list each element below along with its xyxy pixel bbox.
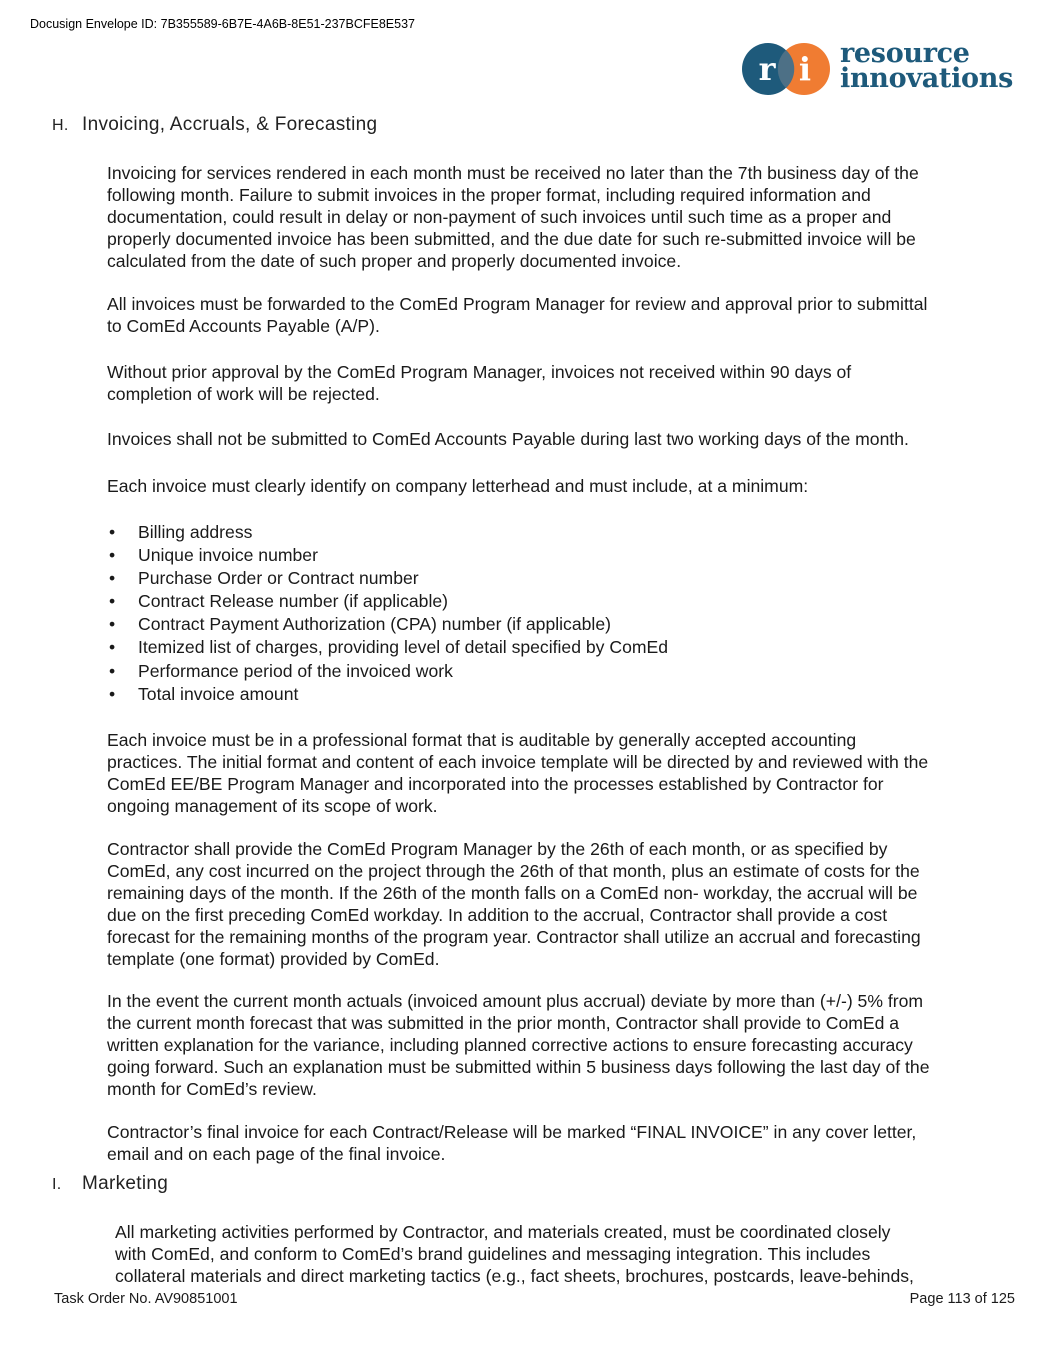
- section-title: Invoicing, Accruals, & Forecasting: [82, 114, 378, 135]
- invoicing-paragraph-5: Each invoice must clearly identify on company letterhead and must include, at a minimum:: [107, 476, 809, 496]
- section-heading-invoicing: [52, 114, 377, 136]
- footer-task-order: Task Order No. AV90851001: [54, 1291, 238, 1307]
- docusign-envelope-id: Docusign Envelope ID: 7B355589-6B7E-4A6B-8E51-237BCFE8E537: [30, 17, 415, 31]
- list-item: • Total invoice amount: [107, 683, 668, 706]
- invoicing-paragraph-4: Invoices shall not be submitted to ComEd Accounts Payable during last two working days of the month.: [107, 429, 909, 449]
- bullet-icon: •: [109, 614, 116, 635]
- section-heading-marketing: [52, 1173, 168, 1195]
- footer-page-number: Page 113 of 125: [909, 1291, 1015, 1307]
- bullet-icon: •: [109, 591, 116, 612]
- bullet-icon: •: [109, 660, 116, 681]
- list-item: • Unique invoice number: [107, 544, 668, 567]
- invoicing-paragraph-3: Without prior approval by the ComEd Program Manager, invoices not received within 90 days of completion of work will be rejected.: [107, 362, 852, 404]
- invoicing-paragraph-variance: In the event the current month actuals (invoiced amount plus accrual) deviate by more than (+/-) 5% from the current month forecast that was submitted in the prior month, Contractor shall provide to ComEd a written explanation for the variance, including planned corrective actions to ensure forecasting accuracy going forward. Such an explanation must be submitted within 5 business days following the last day of the month for ComEd’s review.: [107, 991, 930, 1099]
- bullet-icon: •: [109, 568, 116, 589]
- bullet-icon: •: [109, 683, 116, 704]
- list-item: • Billing address: [107, 521, 668, 544]
- ri-logo-icon: [741, 42, 833, 96]
- list-item: • Performance period of the invoiced work: [107, 660, 668, 683]
- list-item: • Contract Release number (if applicable): [107, 590, 668, 613]
- list-item: • Itemized list of charges, providing level of detail specified by ComEd: [107, 636, 668, 659]
- marketing-paragraph: All marketing activities performed by Contractor, and materials created, must be coordinated closely with ComEd, and conform to ComEd’s brand guidelines and messaging integration. This includes collateral materials and direct marketing tactics (e.g., fact sheets, brochures, postcards, leave-behinds,: [115, 1222, 914, 1286]
- invoicing-paragraph-2: All invoices must be forwarded to the ComEd Program Manager for review and approval prior to submittal to ComEd Accounts Payable (A/P).: [107, 294, 928, 336]
- logo-word-innovations: innovations: [840, 63, 1013, 94]
- bullet-icon: •: [109, 545, 116, 566]
- resource-innovations-logo: [741, 40, 1021, 100]
- logo-mark-r: r: [758, 50, 776, 88]
- invoicing-paragraph-1: Invoicing for services rendered in each month must be received no later than the 7th business day of the following month. Failure to submit invoices in the proper format, including required information and documentation, could result in delay or non-payment of such invoices until such time as a proper and properly documented invoice has been submitted, and the due date for such re-submitted invoice will be calculated from the date of such proper and properly documented invoice.: [107, 163, 919, 271]
- section-letter: I.: [52, 1176, 62, 1193]
- invoicing-paragraph-format: Each invoice must be in a professional format that is auditable by generally accepted accounting practices. The initial format and content of each invoice template will be directed by and reviewed with the ComEd EE/BE Program Manager and incorporated into the processes established by Contractor for ongoing management of its scope of work.: [107, 730, 929, 816]
- section-title: Marketing: [82, 1173, 169, 1194]
- bullet-icon: •: [109, 522, 116, 542]
- logo-word-resource: resource: [840, 38, 970, 69]
- logo-mark-i: i: [798, 50, 812, 88]
- list-item: • Purchase Order or Contract number: [107, 567, 668, 590]
- list-item: • Contract Payment Authorization (CPA) number (if applicable): [107, 613, 668, 636]
- invoicing-paragraph-final: Contractor’s final invoice for each Contract/Release will be marked “FINAL INVOICE” in any cover letter, email and on each page of the final invoice.: [107, 1122, 917, 1164]
- invoice-requirements-list: [107, 521, 668, 706]
- invoicing-paragraph-accrual: Contractor shall provide the ComEd Program Manager by the 26th of each month, or as specified by ComEd, any cost incurred on the project through the 26th of that month, plus an estimate of costs for the remaining days of the month. If the 26th of the month falls on a ComEd non- workday, the accrual will be due on the first preceding ComEd workday. In addition to the accrual, Contractor shall provide a cost forecast for the remaining months of the program year. Contractor shall utilize an accrual and forecasting template (one format) provided by ComEd.: [107, 839, 921, 969]
- section-letter: H.: [52, 117, 69, 134]
- bullet-icon: •: [109, 637, 116, 658]
